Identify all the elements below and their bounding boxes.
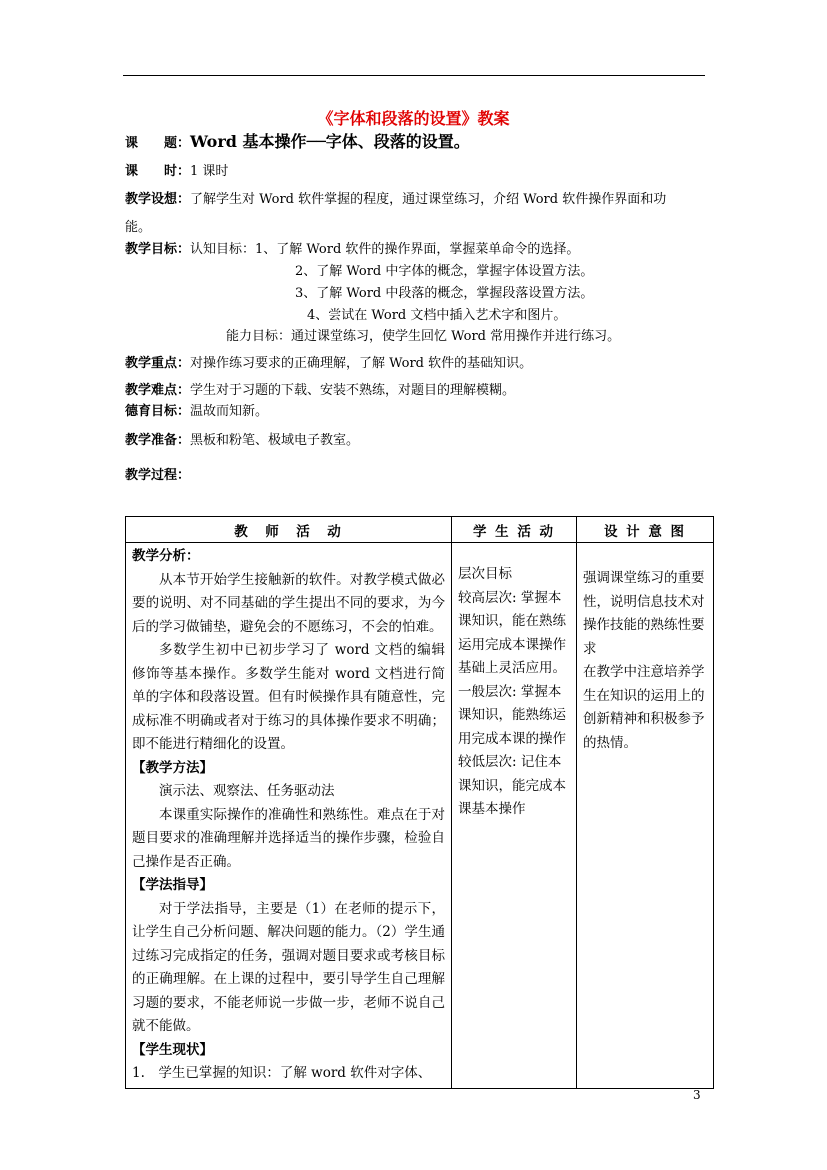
idea-line1: 了解学生对 Word 软件掌握的程度，通过课堂练习，介绍 Word 软件操作界面和功 bbox=[190, 192, 667, 207]
field-subject bbox=[125, 132, 470, 154]
page-number: 3 bbox=[693, 1088, 701, 1102]
header-rule bbox=[123, 75, 705, 76]
student-activity-cell bbox=[452, 543, 577, 1089]
guide-paragraph-1: 对于学法指导，主要是（1）在老师的提示下，让学生自己分析问题、解决问题的能力。（2）学生通过练习完成指定的任务，强调对题目要求或考核目标的正确理解。在上课的过程中，要引导学生自己理解习题的要求，不能老师说一步做一步，老师不说自己就不能做。 bbox=[132, 900, 445, 1034]
field-prep bbox=[125, 431, 359, 451]
field-goal bbox=[125, 240, 579, 260]
table-body-row bbox=[126, 543, 714, 1089]
field-difficulty bbox=[125, 381, 515, 401]
student-line-4: 较低层次: 记住本课知识，能完成本课基本操作 bbox=[458, 754, 566, 817]
goal-label: 教学目标： bbox=[125, 242, 191, 257]
period-value: 1 课时 bbox=[190, 164, 229, 179]
student-line-2: 较高层次: 掌握本课知识，能在熟练运用完成本课操作基础上灵活应用。 bbox=[458, 589, 566, 676]
lesson-table bbox=[125, 516, 714, 1089]
teacher-activity-cell bbox=[126, 543, 452, 1089]
key-label: 教学重点： bbox=[125, 356, 191, 371]
process-label: 教学过程： bbox=[125, 468, 191, 483]
field-key bbox=[125, 354, 532, 374]
subject-label: 课 题： bbox=[125, 136, 191, 151]
field-process bbox=[125, 466, 190, 486]
moral-label: 德育目标： bbox=[125, 404, 191, 419]
method-title: 【教学方法】 bbox=[132, 759, 213, 776]
student-line-1: 层次目标 bbox=[458, 566, 512, 582]
subject-value: Word 基本操作──字体、段落的设置。 bbox=[190, 132, 470, 151]
header-student-activity: 学 生 活 动 bbox=[452, 517, 577, 543]
field-idea bbox=[125, 190, 666, 210]
difficulty-value: 学生对于习题的下载、安装不熟练，对题目的理解模糊。 bbox=[190, 383, 516, 398]
field-period bbox=[125, 162, 228, 182]
field-moral bbox=[125, 402, 268, 422]
student-line-3: 一般层次: 掌握本课知识，能熟练运用完成本课的操作 bbox=[458, 683, 566, 747]
doc-title: 《字体和段落的设置》教案 bbox=[317, 109, 510, 128]
analysis-title: 教学分析： bbox=[132, 548, 200, 564]
goal-line5: 能力目标：通过课堂练习，使学生回忆 Word 常用操作并进行练习。 bbox=[226, 329, 621, 344]
design-line-1: 强调课堂练习的重要性，说明信息技术对操作技能的熟练性要求 bbox=[583, 570, 705, 657]
idea-line2: 能。 bbox=[125, 220, 152, 235]
method-paragraph-2: 本课重实际操作的准确性和熟练性。难点在于对题目要求的准确理解并选择适当的操作步骤，检验自己操作是否正确。 bbox=[132, 806, 445, 870]
header-teacher-activity: 教 师 活 动 bbox=[126, 517, 452, 543]
analysis-paragraph-1: 从本节开始学生接触新的软件。对教学模式做必要的说明、对不同基础的学生提出不同的要求，为今后的学习做铺垫，避免会的不愿练习，不会的怕难。 bbox=[132, 571, 445, 635]
header-design-intent: 设 计 意 图 bbox=[577, 517, 714, 543]
prep-label: 教学准备： bbox=[125, 433, 191, 448]
design-intent-cell bbox=[577, 543, 714, 1089]
moral-value: 温故而知新。 bbox=[190, 404, 269, 419]
method-paragraph-1: 演示法、观察法、任务驱动法 bbox=[159, 783, 335, 799]
period-label: 课 时： bbox=[125, 164, 191, 179]
key-value: 对操作练习要求的正确理解，了解 Word 软件的基础知识。 bbox=[190, 356, 533, 371]
goal-line4: 4、尝试在 Word 文档中插入艺术字和图片。 bbox=[307, 308, 567, 323]
idea-label: 教学设想： bbox=[125, 192, 191, 207]
goal-line1: 认知目标：1、了解 Word 软件的操作界面，掌握菜单命令的选择。 bbox=[190, 242, 580, 257]
analysis-paragraph-2: 多数学生初中已初步学习了 word 文档的编辑修饰等基本操作。多数学生能对 word 文档进行简单的字体和段落设置。但有时候操作具有随意性，完成标准不明确或者对于练习的具体操作要求不明确；即不能进行精细化的设置。 bbox=[132, 642, 445, 752]
goal-line2: 2、了解 Word 中字体的概念，掌握字体设置方法。 bbox=[295, 264, 594, 279]
goal-line3: 3、了解 Word 中段落的概念，掌握段落设置方法。 bbox=[295, 286, 594, 301]
table-header-row bbox=[126, 517, 714, 543]
difficulty-label: 教学难点： bbox=[125, 383, 191, 398]
prep-value: 黑板和粉笔、极域电子教室。 bbox=[190, 433, 360, 448]
status-title: 【学生现状】 bbox=[132, 1041, 213, 1058]
design-line-2: 在教学中注意培养学生在知识的运用上的创新精神和积极参予的热情。 bbox=[583, 664, 705, 751]
status-paragraph-1: 1. 学生已掌握的知识：了解 word 软件对字体、 bbox=[132, 1065, 432, 1081]
guide-title: 【学法指导】 bbox=[132, 877, 213, 893]
